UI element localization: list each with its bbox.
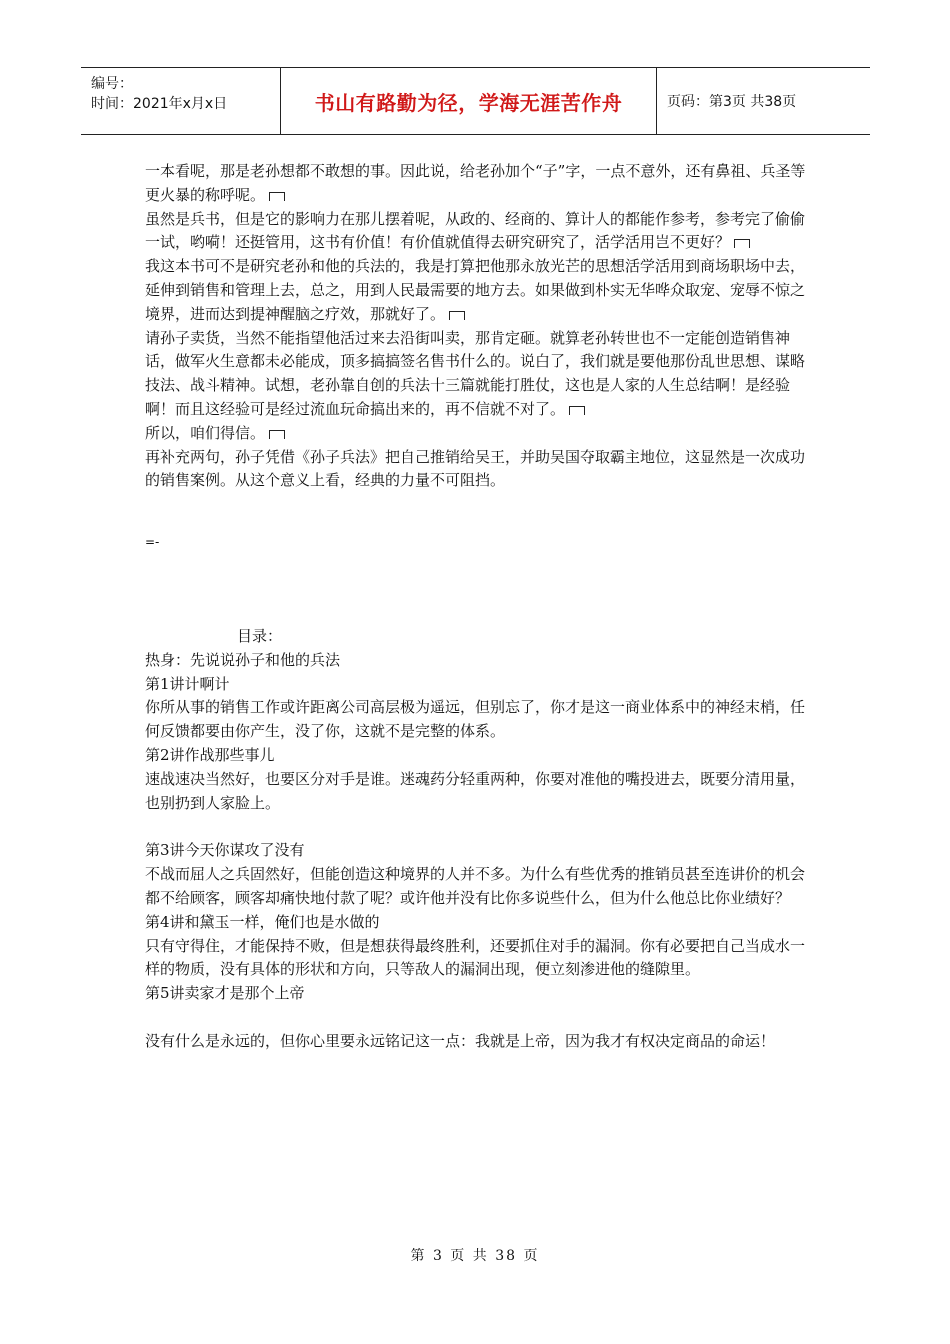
toc-title: 目录： — [237, 626, 283, 645]
paragraph-mark-icon — [269, 192, 285, 201]
paragraph-mark-icon — [569, 406, 585, 415]
paragraph: 我这本书可不是研究老孙和他的兵法的，我是打算把他那永放光芒的思想活学活用到商场职场中去，延伸到销售和管理上去，总之，用到人民最需要的地方去。如果做到朴实无华哗众取宠、宠辱不惊之境界，进而达到提神醒脑之疗效，那就好了。 — [145, 257, 806, 323]
toc-item-title: 第1讲计啊计 — [145, 674, 230, 693]
toc-item-desc: 只有守得住，才能保持不败，但是想获得最终胜利，还要抓住对手的漏洞。你有必要把自己当成水一样的物质，没有具体的形状和方向，只等敌人的漏洞出现，便立刻渗进他的缝隙里。 — [145, 936, 806, 979]
spacer — [145, 493, 810, 517]
toc-item-title: 第3讲今天你谋攻了没有 — [145, 841, 305, 860]
toc-item-desc: 你所从事的销售工作或许距离公司高层极为遥远，但别忘了，你才是这一商业体系中的神经末梢，任何反馈都要由你产生，没了你，这就不是完整的体系。 — [145, 698, 806, 741]
spacer — [145, 1006, 810, 1030]
spacer — [145, 815, 810, 839]
document-number-label: 编号： — [91, 76, 133, 92]
toc-item-desc: 不战而屈人之兵固然好，但能创造这种境界的人并不多。为什么有些优秀的推销员甚至连讲价的机会都不给顾客，顾客却痛快地付款了呢？或许他并没有比你多说些什么，但为什么他总比你业绩好？ — [145, 865, 806, 907]
paragraph: 一本看呢，那是老孙想都不敢想的事。因此说，给老孙加个“子”字，一点不意外，还有鼻祖、兵圣等更火暴的称呼呢。 — [145, 162, 806, 204]
paragraph: 虽然是兵书，但是它的影响力在那儿摆着呢，从政的、经商的、算计人的都能作参考，参考完了偷偷一试，哟嗬！还挺管用，这书有价值！有价值就值得去研究研究了，活学活用岂不更好？ — [145, 209, 806, 252]
page-footer: 第 3 页 共 38 页 — [410, 1248, 540, 1264]
toc-item-title: 第4讲和黛玉一样，俺们也是水做的 — [145, 912, 380, 931]
toc-item-title: 第5讲卖家才是那个上帝 — [145, 984, 305, 1003]
page-header — [81, 67, 870, 135]
toc-item-title: 第2讲作战那些事儿 — [145, 745, 275, 764]
paragraph: 再补充两句，孙子凭借《孙子兵法》把自己推销给吴王，并助吴国夺取霸主地位，这显然是一次成功的销售案例。从这个意义上看，经典的力量不可阻挡。 — [145, 447, 806, 490]
paragraph-mark-icon — [449, 311, 465, 320]
paragraph: 请孙子卖货，当然不能指望他活过来去沿街叫卖，那肯定砸。就算老孙转世也不一定能创造销售神话，做军火生意都未必能成，顶多搞搞签名售书什么的。说白了，我们就是要他那份乱世思想、谋略技法、战斗精神。试想，老孙靠自创的兵法十三篇就能打胜仗，这也是人家的人生总结啊！是经验啊！而且这经验可是经过流血玩命搞出来的，再不信就不对了。 — [145, 328, 806, 418]
document-date-label: 时间：2021年x月x日 — [91, 96, 228, 112]
section-marker: =- — [145, 535, 160, 550]
header-motto: 书山有路勤为径，学海无涯苦作舟 — [281, 68, 657, 134]
header-page-info: 页码：第3页 共38页 — [667, 94, 797, 110]
document-body — [145, 160, 810, 1054]
paragraph-mark-icon — [269, 430, 285, 439]
paragraph: 所以，咱们得信。 — [145, 422, 810, 446]
paragraph-mark-icon — [734, 239, 750, 248]
toc-item-desc: 没有什么是永远的，但你心里要永远铭记这一点：我就是上帝，因为我才有权决定商品的命运！ — [145, 1031, 776, 1050]
header-meta — [81, 68, 281, 134]
toc-warmup: 热身：先说说孙子和他的兵法 — [145, 650, 341, 669]
toc-item-desc: 速战速决当然好，也要区分对手是谁。迷魂药分轻重两种，你要对准他的嘴投进去，既要分清用量，也别扔到人家脸上。 — [145, 769, 806, 812]
